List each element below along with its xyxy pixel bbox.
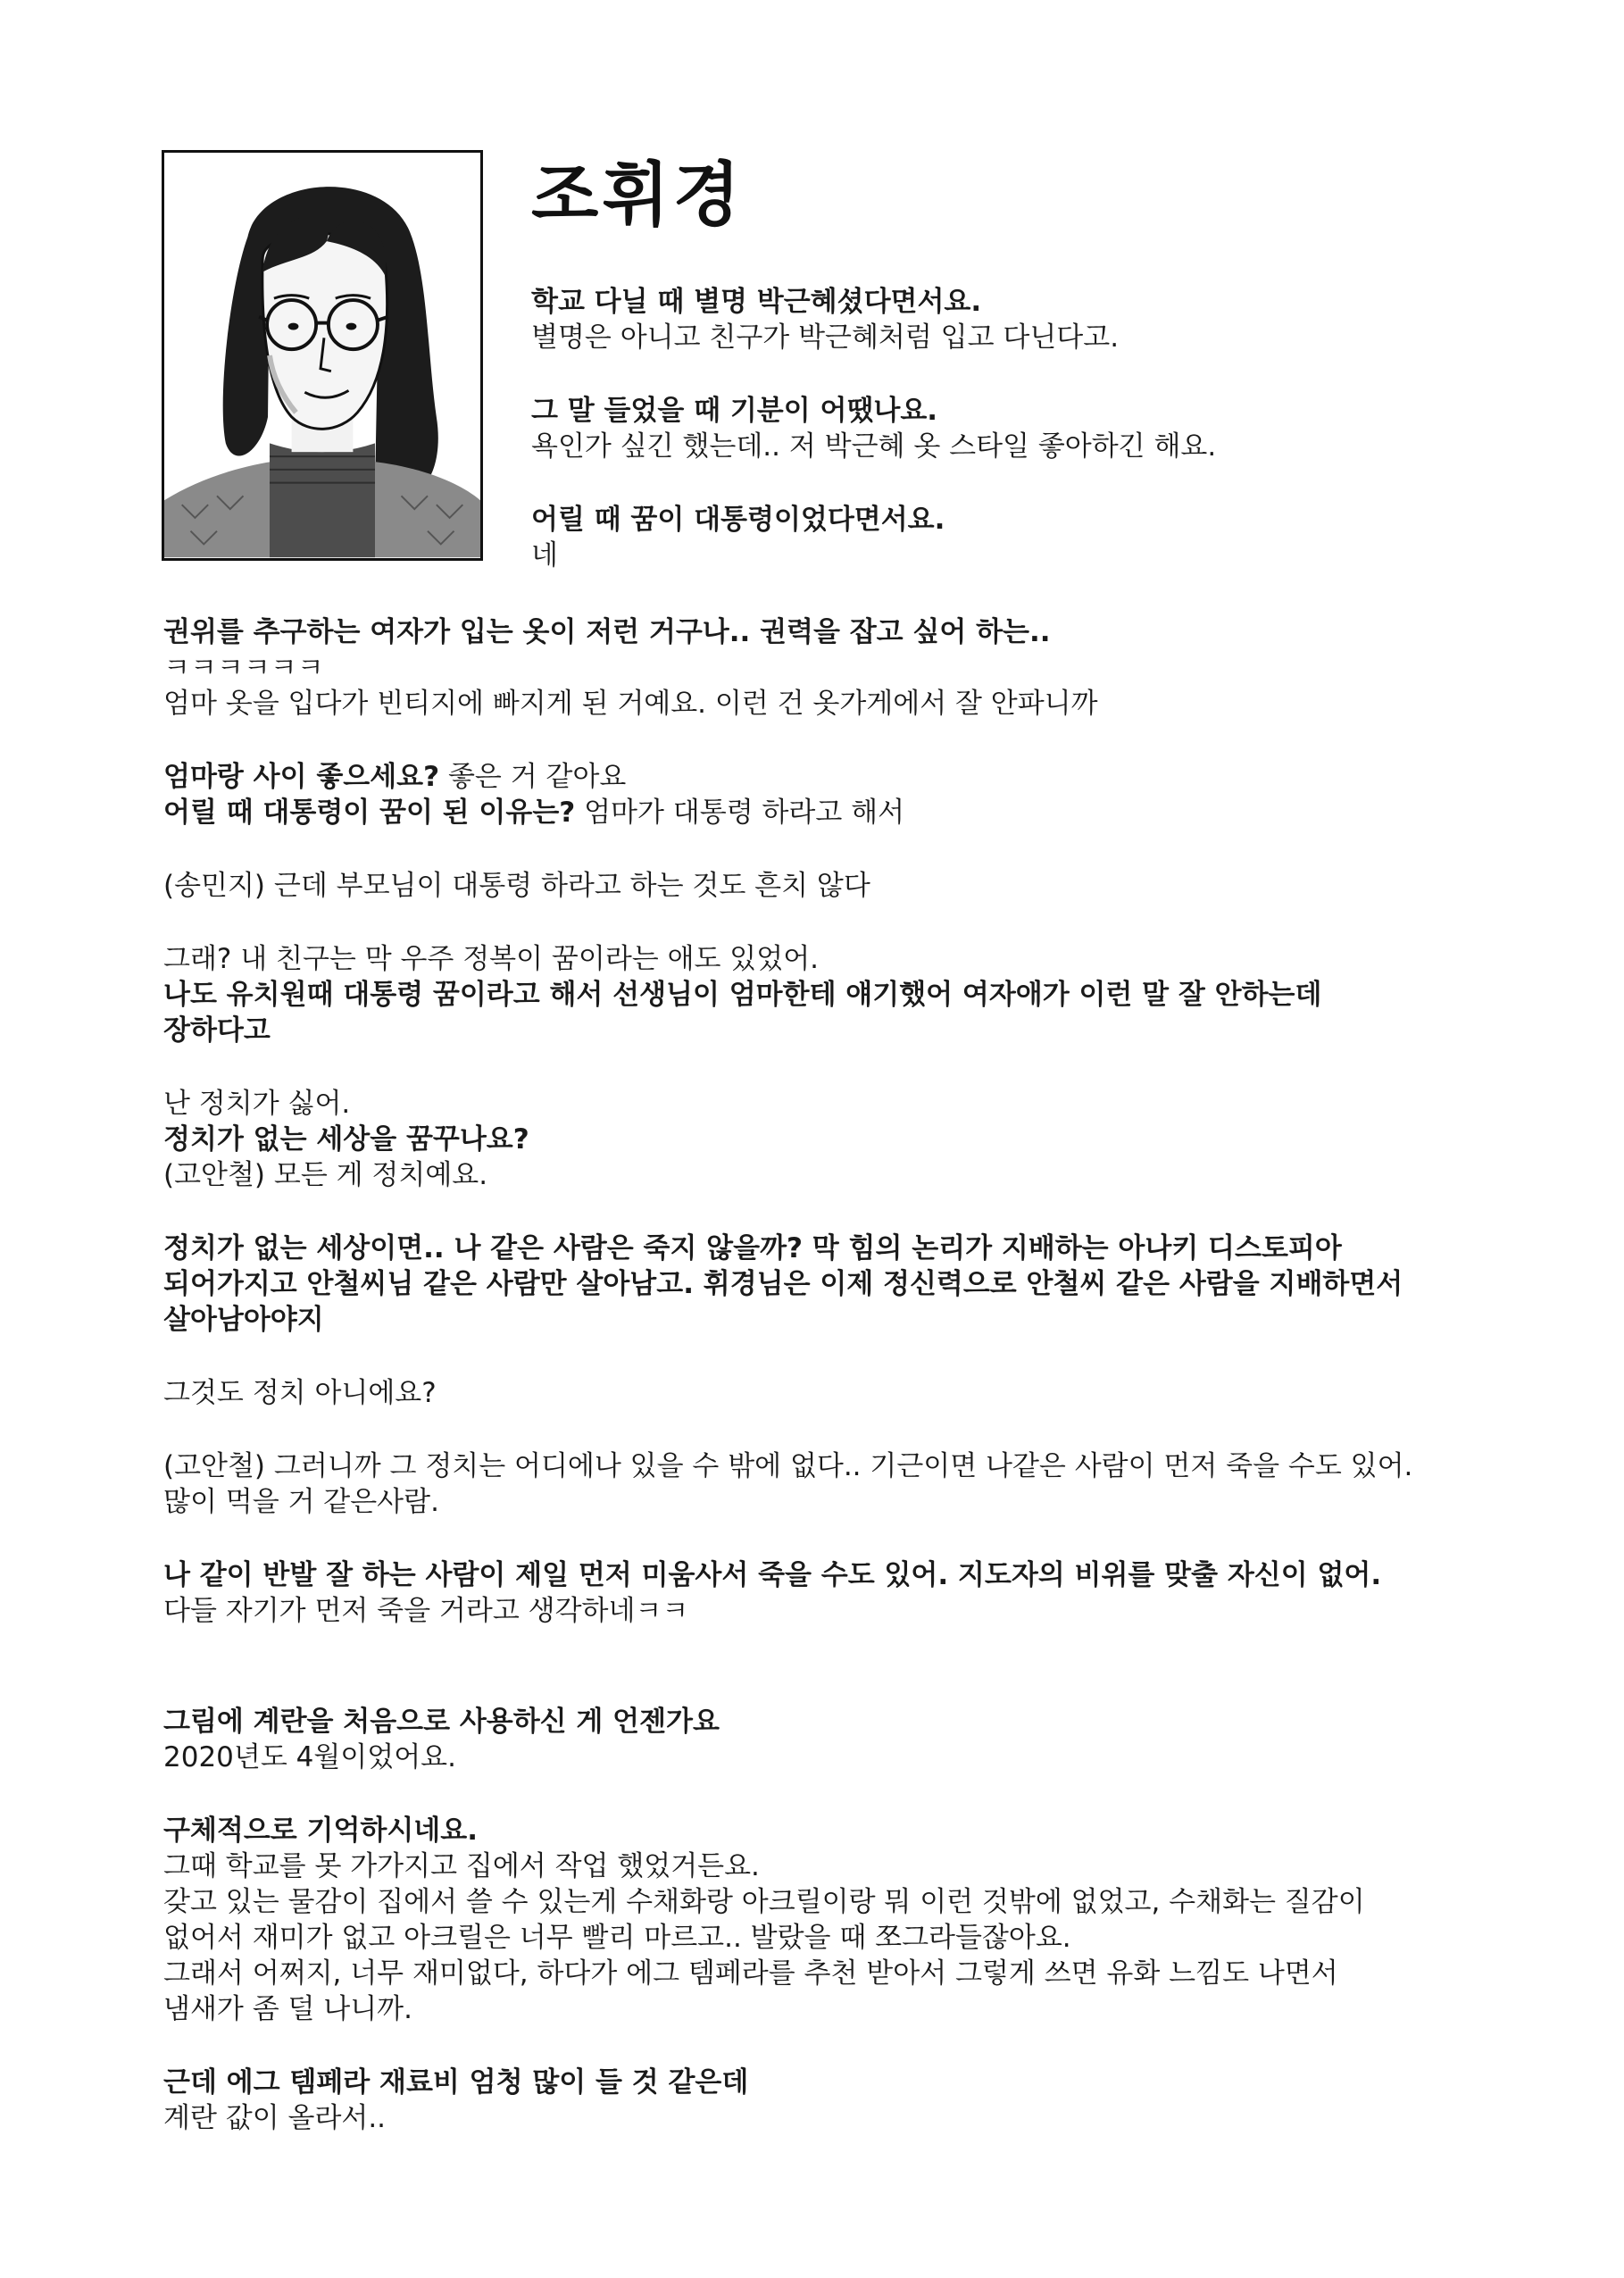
answer: 2020년도 4월이었어요. — [163, 1741, 456, 1773]
paragraph — [163, 2065, 1503, 2136]
answer: 네 — [531, 539, 558, 572]
answer: 그래? 내 친구는 막 우주 정복이 꿈이라는 애도 있었어. — [163, 943, 820, 975]
paragraph — [163, 1448, 1503, 1520]
qa-line — [163, 795, 1503, 830]
paragraph — [163, 868, 1503, 904]
answer: 계란 값이 올라서.. — [163, 2102, 387, 2134]
paragraph — [163, 759, 1503, 830]
paragraph — [163, 1813, 1503, 2027]
answer: 없어서 재미가 없고 아크릴은 너무 빨리 마르고.. 발랐을 때 쪼그라들잖아요. — [163, 1922, 1071, 1954]
question: 되어가지고 안철씨님 같은 사람만 살아남고. 휘경님은 이제 정신력으로 안철씨 같은 사람을 지배하면서 — [163, 1268, 1403, 1300]
page-title: 조휘경 — [531, 155, 745, 236]
qa-item — [531, 502, 1513, 573]
answer: (송민지) 근데 부모님이 대통령 하라고 하는 것도 흔치 않다 — [163, 870, 870, 902]
question: 장하다고 — [163, 1014, 271, 1047]
question: 나 같이 반발 잘 하는 사람이 제일 먼저 미움사서 죽을 수도 있어. 지도자의 비위를 맞출 자신이 없어. — [163, 1559, 1382, 1591]
answer: 다들 자기가 먼저 죽을 거라고 생각하네ㅋㅋ — [163, 1595, 689, 1627]
section-gap — [163, 1666, 1503, 1704]
answer: 그때 학교를 못 가가지고 집에서 작업 했었거든요. — [163, 1850, 760, 1882]
answer: 그래서 어쩌지, 너무 재미없다, 하다가 에그 템페라를 추천 받아서 그렇게 쓰면 유화 느낌도 나면서 — [163, 1957, 1338, 1990]
paragraph — [163, 614, 1503, 722]
question: 엄마랑 사이 좋으세요? — [163, 761, 440, 793]
paragraph — [163, 1231, 1503, 1338]
question: 어릴 때 꿈이 대통령이었다면서요. — [531, 504, 945, 536]
interview-body — [163, 614, 1503, 2174]
question: 학교 다닐 때 별명 박근혜셨다면서요. — [531, 286, 982, 318]
question: 근데 에그 템페라 재료비 엄청 많이 들 것 같은데 — [163, 2066, 749, 2099]
answer: 좋은 거 같아요 — [439, 761, 627, 793]
question: 그 말 들었을 때 기분이 어땠나요. — [531, 395, 938, 427]
paragraph — [163, 1557, 1503, 1629]
qa-item — [531, 284, 1513, 355]
qa-item — [531, 393, 1513, 464]
question: 살아남아야지 — [163, 1304, 324, 1336]
question: 그림에 계란을 처음으로 사용하신 게 언젠가요 — [163, 1706, 720, 1738]
question: 권위를 추구하는 여자가 입는 옷이 저런 거구나.. 권력을 잡고 싶어 하는.. — [163, 616, 1051, 648]
question: 나도 유치원때 대통령 꿈이라고 해서 선생님이 엄마한테 얘기했어 여자애가 이런 말 잘 안하는데 — [163, 979, 1322, 1011]
paragraph — [163, 1375, 1503, 1411]
qa-line — [163, 759, 1503, 795]
paragraph — [163, 1704, 1503, 1775]
answer: 난 정치가 싫어. — [163, 1088, 351, 1120]
paragraph — [163, 1086, 1503, 1193]
portrait-illustration — [162, 150, 483, 561]
question: 구체적으로 기억하시네요. — [163, 1815, 478, 1847]
answer: 많이 먹을 거 같은사람. — [163, 1486, 439, 1518]
answer: 냄새가 좀 덜 나니까. — [163, 1993, 412, 2025]
paragraph — [163, 941, 1503, 1048]
question: 정치가 없는 세상을 꿈꾸나요? — [163, 1123, 529, 1156]
question: 어릴 때 대통령이 꿈이 된 이유는? — [163, 797, 576, 829]
answer: 그것도 정치 아니에요? — [163, 1377, 437, 1409]
question: 정치가 없는 세상이면.. 나 같은 사람은 죽지 않을까? 막 힘의 논리가 지배하는 아나키 디스토피아 — [163, 1232, 1342, 1264]
answer: 욕인가 싶긴 했는데.. 저 박근혜 옷 스타일 좋아하긴 해요. — [531, 430, 1217, 463]
answer: 엄마가 대통령 하라고 해서 — [575, 797, 905, 829]
answer: (고안철) 모든 게 정치예요. — [163, 1159, 488, 1191]
intro-qa — [531, 284, 1513, 611]
answer: 갖고 있는 물감이 집에서 쓸 수 있는게 수채화랑 아크릴이랑 뭐 이런 것밖에 없었고, 수채화는 질감이 — [163, 1886, 1365, 1918]
answer: (고안철) 그러니까 그 정치는 어디에나 있을 수 밖에 없다.. 기근이면 나같은 사람이 먼저 죽을 수도 있어. — [163, 1450, 1413, 1482]
answer: ㅋㅋㅋㅋㅋㅋ — [163, 652, 324, 684]
answer: 별명은 아니고 친구가 박근혜처럼 입고 다닌다고. — [531, 321, 1120, 354]
answer: 엄마 옷을 입다가 빈티지에 빠지게 된 거예요. 이런 건 옷가게에서 잘 안파니까 — [163, 688, 1098, 720]
